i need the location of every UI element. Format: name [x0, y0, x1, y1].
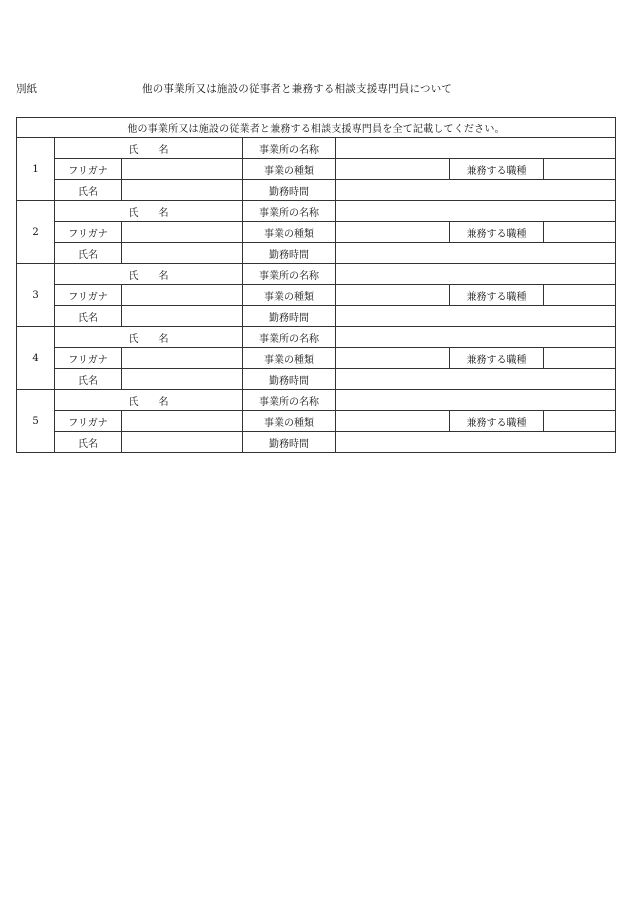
office-name-label: 事業所の名称: [243, 264, 336, 285]
furigana-field[interactable]: [122, 348, 243, 369]
business-type-label: 事業の種類: [243, 411, 336, 432]
furigana-field[interactable]: [122, 159, 243, 180]
concurrent-job-field[interactable]: [544, 411, 616, 432]
office-name-label: 事業所の名称: [243, 327, 336, 348]
name-field[interactable]: [122, 432, 243, 453]
concurrent-job-field[interactable]: [544, 348, 616, 369]
name-field[interactable]: [122, 369, 243, 390]
name-label: 氏 名: [55, 201, 243, 222]
name-short-label: 氏名: [55, 369, 122, 390]
working-hours-label: 勤務時間: [243, 180, 336, 201]
office-name-field[interactable]: [336, 264, 616, 285]
entry-3-row-hours: [17, 306, 616, 327]
entry-5-row-hours: [17, 432, 616, 453]
name-short-label: 氏名: [55, 180, 122, 201]
name-label: 氏 名: [55, 327, 243, 348]
business-type-label: 事業の種類: [243, 285, 336, 306]
office-name-field[interactable]: [336, 327, 616, 348]
entry-1-row-hours: [17, 180, 616, 201]
concurrent-job-label: 兼務する職種: [450, 285, 544, 306]
office-name-label: 事業所の名称: [243, 138, 336, 159]
working-hours-field[interactable]: [336, 243, 616, 264]
furigana-field[interactable]: [122, 411, 243, 432]
entry-1-row-furigana: [17, 159, 616, 180]
concurrent-staff-table: [16, 117, 616, 453]
concurrent-job-field[interactable]: [544, 159, 616, 180]
entry-number: 1: [17, 138, 55, 201]
name-short-label: 氏名: [55, 306, 122, 327]
business-type-label: 事業の種類: [243, 222, 336, 243]
name-field[interactable]: [122, 180, 243, 201]
working-hours-field[interactable]: [336, 369, 616, 390]
furigana-label: フリガナ: [55, 159, 122, 180]
name-label: 氏 名: [55, 138, 243, 159]
working-hours-label: 勤務時間: [243, 369, 336, 390]
concurrent-job-field[interactable]: [544, 285, 616, 306]
office-name-field[interactable]: [336, 390, 616, 411]
entry-4-row-hours: [17, 369, 616, 390]
business-type-field[interactable]: [336, 159, 450, 180]
business-type-label: 事業の種類: [243, 159, 336, 180]
working-hours-field[interactable]: [336, 180, 616, 201]
office-name-field[interactable]: [336, 201, 616, 222]
name-short-label: 氏名: [55, 432, 122, 453]
working-hours-label: 勤務時間: [243, 243, 336, 264]
concurrent-job-label: 兼務する職種: [450, 348, 544, 369]
entry-5-row-name: [17, 390, 616, 411]
business-type-field[interactable]: [336, 222, 450, 243]
furigana-field[interactable]: [122, 285, 243, 306]
entry-number: 4: [17, 327, 55, 390]
entry-2-row-hours: [17, 243, 616, 264]
concurrent-job-label: 兼務する職種: [450, 222, 544, 243]
entry-number: 3: [17, 264, 55, 327]
business-type-field[interactable]: [336, 348, 450, 369]
furigana-label: フリガナ: [55, 285, 122, 306]
name-label: 氏 名: [55, 390, 243, 411]
working-hours-label: 勤務時間: [243, 432, 336, 453]
office-name-label: 事業所の名称: [243, 201, 336, 222]
working-hours-field[interactable]: [336, 432, 616, 453]
concurrent-job-label: 兼務する職種: [450, 159, 544, 180]
concurrent-job-label: 兼務する職種: [450, 411, 544, 432]
entry-4-row-name: [17, 327, 616, 348]
name-short-label: 氏名: [55, 243, 122, 264]
furigana-label: フリガナ: [55, 222, 122, 243]
instruction-text: 他の事業所又は施設の従業者と兼務する相談支援専門員を全て記載してください。: [17, 118, 616, 138]
working-hours-field[interactable]: [336, 306, 616, 327]
business-type-field[interactable]: [336, 411, 450, 432]
entry-5-row-furigana: [17, 411, 616, 432]
office-name-label: 事業所の名称: [243, 390, 336, 411]
furigana-label: フリガナ: [55, 411, 122, 432]
furigana-field[interactable]: [122, 222, 243, 243]
business-type-label: 事業の種類: [243, 348, 336, 369]
furigana-label: フリガナ: [55, 348, 122, 369]
entry-3-row-name: [17, 264, 616, 285]
entry-number: 5: [17, 390, 55, 453]
entry-2-row-name: [17, 201, 616, 222]
name-field[interactable]: [122, 243, 243, 264]
business-type-field[interactable]: [336, 285, 450, 306]
office-name-field[interactable]: [336, 138, 616, 159]
entry-number: 2: [17, 201, 55, 264]
document-title: 他の事業所又は施設の従事者と兼務する相談支援専門員について: [142, 83, 453, 95]
annex-label: 別紙: [16, 83, 37, 95]
working-hours-label: 勤務時間: [243, 306, 336, 327]
entry-2-row-furigana: [17, 222, 616, 243]
name-field[interactable]: [122, 306, 243, 327]
entry-3-row-furigana: [17, 285, 616, 306]
instruction-row: [17, 118, 616, 138]
concurrent-job-field[interactable]: [544, 222, 616, 243]
entry-1-row-name: [17, 138, 616, 159]
name-label: 氏 名: [55, 264, 243, 285]
entry-4-row-furigana: [17, 348, 616, 369]
